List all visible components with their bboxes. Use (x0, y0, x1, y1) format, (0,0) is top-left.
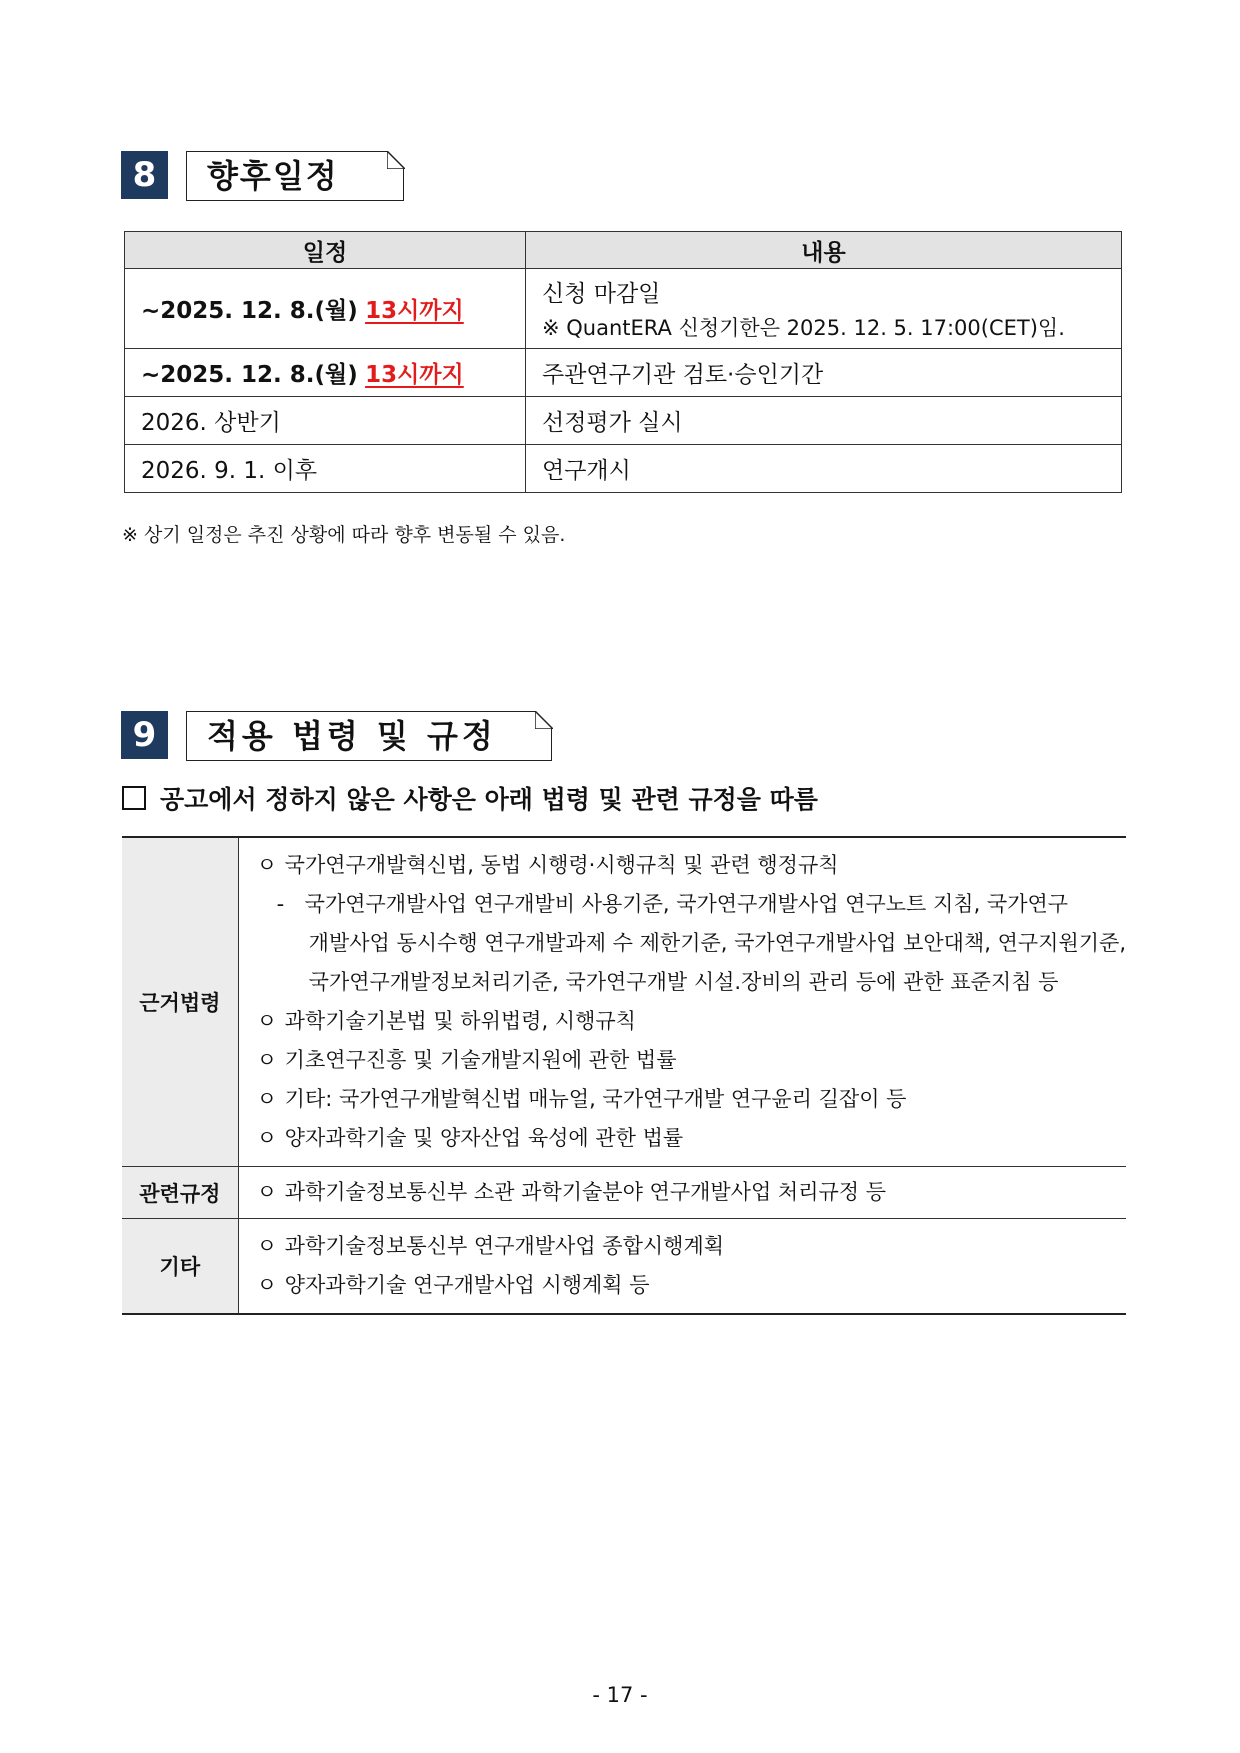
law-item: ㅇ 국가연구개발혁신법, 동법 시행령·시행규칙 및 관련 행정규칙 (257, 846, 1126, 885)
schedule-table (124, 231, 1122, 493)
content-text: 신청 마감일 (542, 281, 661, 307)
schedule-row (125, 269, 1122, 349)
laws-row (122, 1219, 1126, 1315)
laws-row-body (238, 1219, 1126, 1315)
laws-table (122, 836, 1126, 1315)
schedule-row (125, 445, 1122, 493)
law-item: ㅇ 양자과학기술 및 양자산업 육성에 관한 법률 (257, 1119, 1126, 1158)
schedule-date (125, 349, 526, 397)
circle-bullet-icon: ㅇ (256, 853, 277, 877)
circle-bullet-icon: ㅇ (256, 1087, 277, 1111)
schedule-content (526, 269, 1122, 349)
section-9-title: 적용 법령 및 규정 (207, 717, 497, 755)
schedule-content: 주관연구기관 검토·승인기간 (526, 349, 1122, 397)
schedule-row (125, 349, 1122, 397)
date-text: ~2025. 12. 8.(월) (141, 362, 358, 388)
law-item: ㅇ 양자과학기술 연구개발사업 시행계획 등 (257, 1266, 1126, 1305)
corner-fold-icon (535, 711, 553, 729)
laws-row-body (238, 837, 1126, 1167)
page-number: - 17 - (592, 1683, 648, 1707)
section-9-intro (122, 780, 818, 816)
circle-bullet-icon: ㅇ (256, 1009, 277, 1033)
dash-bullet-icon: - (276, 892, 285, 916)
laws-row-body (238, 1167, 1126, 1219)
circle-bullet-icon: ㅇ (256, 1234, 277, 1258)
schedule-row (125, 397, 1122, 445)
schedule-date: 2026. 9. 1. 이후 (125, 445, 526, 493)
law-item: ㅇ 기초연구진흥 및 기술개발지원에 관한 법률 (257, 1041, 1126, 1080)
law-item: ㅇ 과학기술정보통신부 소관 과학기술분야 연구개발사업 처리규정 등 (257, 1173, 1126, 1212)
circle-bullet-icon: ㅇ (256, 1273, 277, 1297)
section-8-title: 향후일정 (207, 157, 339, 195)
law-item: ㅇ 과학기술정보통신부 연구개발사업 종합시행계획 (257, 1227, 1126, 1266)
intro-text: 공고에서 정하지 않은 사항은 아래 법령 및 관련 규정을 따름 (160, 785, 818, 814)
law-subitem: - 국가연구개발사업 연구개발비 사용기준, 국가연구개발사업 연구노트 지침, 국가연구 (257, 885, 1126, 924)
schedule-content: 선정평가 실시 (526, 397, 1122, 445)
circle-bullet-icon: ㅇ (256, 1048, 277, 1072)
schedule-date (125, 269, 526, 349)
law-item: ㅇ 기타: 국가연구개발혁신법 매뉴얼, 국가연구개발 연구윤리 길잡이 등 (257, 1080, 1126, 1119)
schedule-header-row (125, 232, 1122, 269)
schedule-content: 연구개시 (526, 445, 1122, 493)
header-date: 일정 (125, 232, 526, 269)
law-subitem-continued: 개발사업 동시수행 연구개발과제 수 제한기준, 국가연구개발사업 보안대책, 연구지원기준, (308, 931, 1126, 955)
date-text: ~2025. 12. 8.(월) (141, 298, 358, 324)
laws-row-label: 근거법령 (122, 837, 238, 1167)
schedule-date: 2026. 상반기 (125, 397, 526, 445)
section-8-number: 8 (121, 151, 168, 199)
laws-row-label: 관련규정 (122, 1167, 238, 1219)
header-content: 내용 (526, 232, 1122, 269)
deadline-highlight: 13시까지 (365, 298, 464, 324)
schedule-footnote: ※ 상기 일정은 추진 상황에 따라 향후 변동될 수 있음. (122, 524, 566, 546)
circle-bullet-icon: ㅇ (256, 1180, 277, 1204)
checkbox-square-icon (122, 786, 146, 810)
content-note: ※ QuantERA 신청기한은 2025. 12. 5. 17:00(CET)임. (542, 316, 1065, 340)
laws-row-label: 기타 (122, 1219, 238, 1315)
laws-row (122, 837, 1126, 1167)
deadline-highlight: 13시까지 (365, 362, 464, 388)
section-9-number: 9 (121, 711, 168, 759)
laws-row (122, 1167, 1126, 1219)
corner-fold-icon (387, 151, 405, 169)
law-subitem-continued: 국가연구개발정보처리기준, 국가연구개발 시설.장비의 관리 등에 관한 표준지침 등 (308, 970, 1059, 994)
law-item: ㅇ 과학기술기본법 및 하위법령, 시행규칙 (257, 1002, 1126, 1041)
circle-bullet-icon: ㅇ (256, 1126, 277, 1150)
